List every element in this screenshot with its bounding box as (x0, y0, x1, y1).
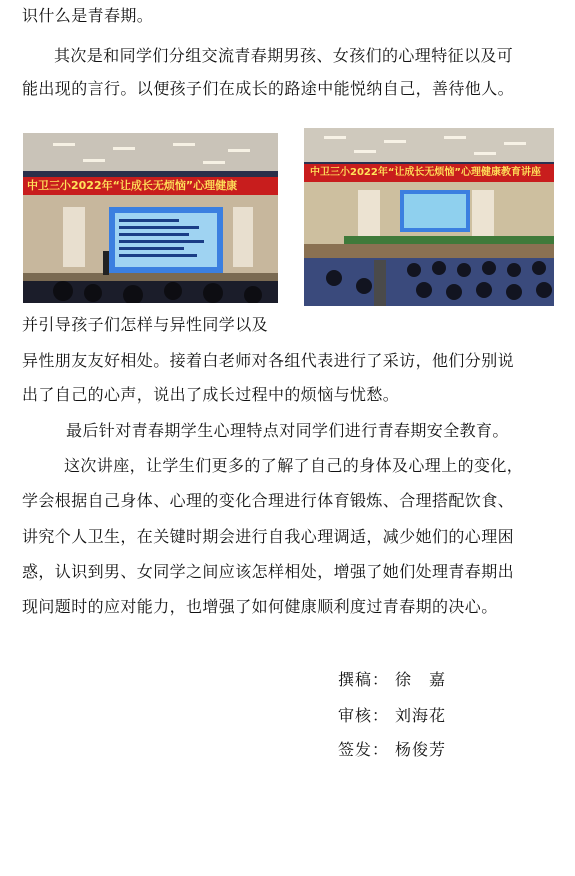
paragraph-line: 讲究个人卫生，在关键时期会进行自我心理调适，减少她们的心理困 (22, 527, 515, 546)
banner-text-right: 中卫三小2022年“让成长无烦恼”心理健康教育讲座 (310, 167, 541, 178)
paragraph-line: 出了自己的心声，说出了成长过程中的烦恼与忧愁。 (22, 385, 400, 404)
reviewer-name: 刘海花 (395, 706, 447, 725)
writer-label: 撰稿： (338, 670, 390, 689)
issuer-line (338, 740, 446, 760)
paragraph-line: 最后针对青春期学生心理特点对同学们进行青春期安全教育。 (66, 421, 509, 440)
paragraph-line: 异性朋友友好相处。接着白老师对各组代表进行了采访，他们分别说 (22, 351, 515, 370)
banner-text-left: 中卫三小2022年“让成长无烦恼”心理健康 (27, 179, 238, 192)
paragraph-line: 能出现的言行。以便孩子们在成长的路途中能悦纳自己，善待他人。 (22, 79, 515, 98)
issuer-label: 签发： (338, 740, 390, 759)
paragraph-line: 并引导孩子们怎样与异性同学以及 (22, 315, 269, 334)
paragraph-line: 惑，认识到男、女同学之间应该怎样相处，增强了她们处理青春期出 (22, 562, 515, 581)
reviewer-line (338, 706, 446, 726)
lecture-photo-left (23, 133, 278, 303)
paragraph-line: 这次讲座，让学生们更多的了解了自己的身体及心理上的变化， (64, 456, 524, 475)
paragraph-line: 学会根据自己身体、心理的变化合理进行体育锻炼、合理搭配饮食、 (22, 491, 515, 510)
lecture-photo-right (304, 128, 554, 306)
paragraph-line: 现问题时的应对能力，也增强了如何健康顺利度过青春期的决心。 (22, 597, 498, 616)
writer-name: 徐 嘉 (395, 670, 447, 689)
paragraph-line: 其次是和同学们分组交流青春期男孩、女孩们的心理特征以及可 (54, 46, 514, 65)
paragraph-line: 识什么是青春期。 (22, 6, 154, 25)
reviewer-label: 审核： (338, 706, 390, 725)
writer-line (338, 670, 446, 690)
issuer-name: 杨俊芳 (395, 740, 447, 759)
